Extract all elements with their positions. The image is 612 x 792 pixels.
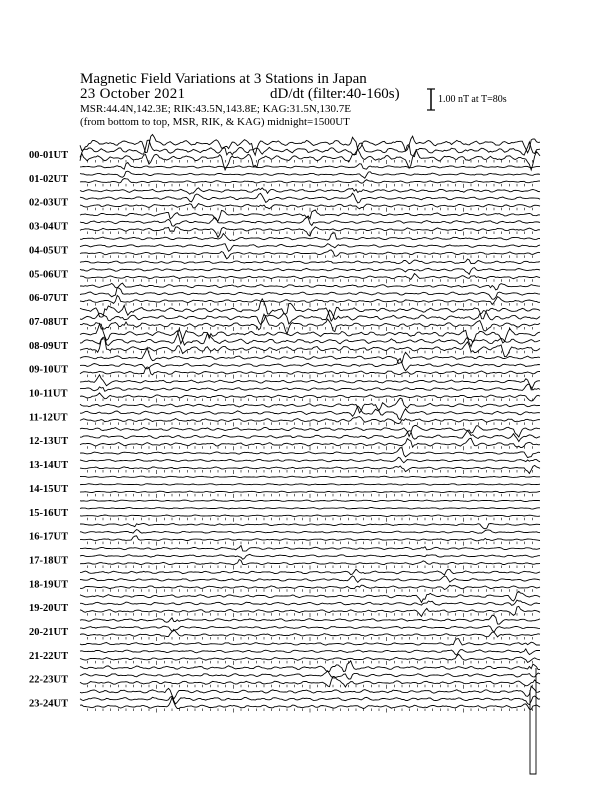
minute-ticks (88, 613, 533, 617)
minute-ticks (88, 542, 533, 546)
trace-rik (80, 457, 540, 463)
hour-label: 18-19UT (29, 579, 69, 591)
minute-ticks (88, 303, 533, 307)
trace-msr (80, 515, 540, 517)
hour-row-1 (29, 163, 540, 188)
minute-ticks (88, 208, 533, 212)
trace-rik (80, 268, 540, 275)
hour-label: 01-02UT (29, 173, 69, 185)
minute-ticks (88, 661, 533, 665)
minute-ticks (88, 279, 533, 283)
hour-row-13 (29, 448, 540, 474)
hour-label: 06-07UT (29, 293, 69, 305)
trace-msr (80, 274, 540, 280)
minute-ticks (88, 446, 533, 450)
trace-rik (80, 626, 540, 632)
hour-row-19 (29, 591, 540, 617)
trace-kag (80, 523, 540, 529)
trace-msr (80, 629, 540, 637)
hour-label: 21-22UT (29, 650, 69, 662)
trace-rik (80, 696, 540, 705)
hour-label: 13-14UT (29, 460, 69, 472)
hour-row-21 (29, 639, 540, 665)
hour-label: 16-17UT (29, 531, 69, 543)
chart-date: 23 October 2021 (80, 86, 186, 102)
trace-rik (80, 576, 540, 582)
minute-ticks (88, 565, 533, 569)
trace-kag (80, 546, 540, 552)
trace-kag (80, 259, 540, 264)
trace-rik (80, 329, 540, 345)
hour-row-2 (29, 188, 540, 212)
hour-row-15 (29, 500, 540, 522)
minute-ticks (88, 160, 533, 164)
scale-bar-label: 1.00 nT at T=80s (438, 94, 507, 105)
hour-label: 20-21UT (29, 627, 69, 638)
hour-label: 12-13UT (29, 436, 69, 448)
hour-label: 22-23UT (29, 674, 69, 686)
hour-label: 11-12UT (29, 412, 68, 424)
trace-kag (80, 188, 540, 194)
trace-kag (80, 283, 540, 290)
hour-label: 15-16UT (29, 507, 69, 519)
trace-rik (80, 244, 540, 252)
trace-rik (80, 171, 540, 178)
trace-msr (80, 585, 540, 589)
hour-row-10 (29, 375, 540, 403)
trace-rik (80, 384, 540, 391)
hour-row-3 (29, 210, 540, 238)
hour-label: 02-03UT (29, 197, 69, 209)
hour-row-5 (29, 259, 540, 283)
hour-row-23 (29, 686, 540, 712)
hour-label: 07-08UT (29, 316, 69, 328)
trace-rik (80, 484, 540, 486)
trace-rik (80, 193, 540, 203)
trace-order-note: (from bottom to top, MSR, RIK, & KAG) midnight=1500UT (80, 116, 350, 128)
hour-row-14 (29, 476, 540, 498)
trace-kag (80, 500, 540, 502)
trace-rik (80, 600, 540, 605)
chart-quantity: dD/dt (filter:40-160s) (270, 86, 400, 102)
hour-row-6 (29, 283, 540, 307)
hour-label: 05-06UT (29, 269, 69, 281)
end-of-record-marker (530, 668, 536, 774)
hour-label: 23-24UT (29, 698, 69, 710)
trace-rik (80, 507, 540, 509)
trace-rik (80, 649, 540, 655)
hour-label: 10-11UT (29, 388, 68, 400)
minute-ticks (88, 709, 533, 713)
trace-rik (80, 671, 540, 679)
hour-row-16 (29, 523, 540, 545)
hour-label: 14-15UT (29, 483, 69, 495)
minute-ticks (88, 637, 533, 641)
trace-kag (80, 569, 540, 575)
trace-msr (80, 560, 540, 565)
hour-row-18 (29, 569, 540, 593)
trace-msr (80, 179, 540, 184)
station-coordinates: MSR:44.4N,142.3E; RIK:43.5N,143.8E; KAG:31.5N,130.7E (80, 103, 352, 115)
trace-rik (80, 310, 540, 324)
hour-row-22 (29, 661, 540, 689)
chart-title: Magnetic Field Variations at 3 Stations in Japan (80, 71, 367, 87)
minute-ticks (88, 422, 533, 426)
trace-rik (80, 288, 540, 300)
minute-ticks (88, 375, 533, 379)
hour-row-4 (29, 233, 540, 260)
minute-ticks (88, 589, 533, 593)
minute-ticks (88, 494, 533, 498)
hour-label: 08-09UT (29, 340, 69, 352)
trace-rik (80, 554, 540, 559)
minute-ticks (88, 399, 533, 403)
minute-ticks (88, 518, 533, 522)
hour-label: 03-04UT (29, 221, 69, 233)
minute-ticks (88, 470, 533, 474)
hour-row-20 (29, 615, 540, 641)
hour-label: 17-18UT (29, 555, 69, 567)
trace-msr (80, 536, 540, 541)
minute-ticks (88, 184, 533, 188)
hour-label: 09-10UT (29, 364, 69, 376)
minute-ticks (88, 255, 533, 259)
hour-row-12 (29, 425, 540, 450)
hour-label: 00-01UT (29, 150, 69, 161)
trace-msr (80, 491, 540, 493)
hour-row-17 (29, 546, 540, 570)
hour-row-0 (29, 135, 540, 171)
hour-label: 19-20UT (29, 603, 69, 615)
hour-label: 04-05UT (29, 245, 69, 257)
trace-rik (80, 406, 540, 420)
scale-bar (427, 89, 435, 110)
minute-ticks (88, 685, 533, 689)
trace-msr (80, 438, 540, 447)
trace-kag (80, 476, 540, 478)
trace-rik (80, 530, 540, 534)
minute-ticks (88, 232, 533, 236)
